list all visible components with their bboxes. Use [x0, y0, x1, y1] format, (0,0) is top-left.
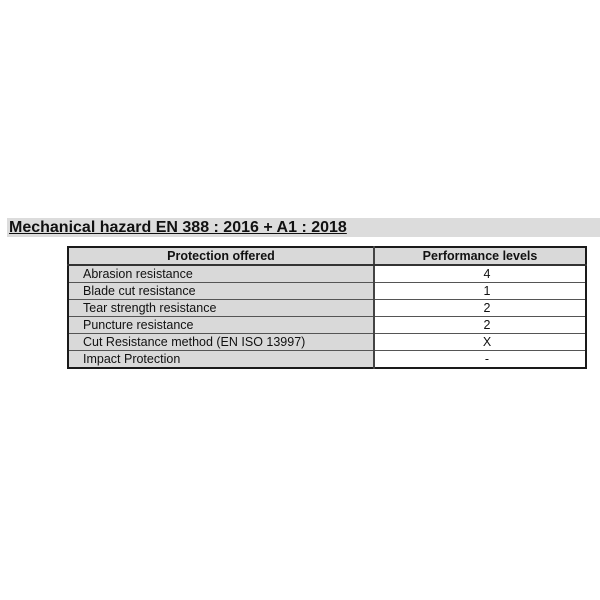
performance-value: X	[374, 334, 586, 351]
protection-label: Tear strength resistance	[68, 300, 374, 317]
performance-value: 2	[374, 317, 586, 334]
table-row	[68, 317, 586, 334]
performance-value: 4	[374, 265, 586, 283]
table-row	[68, 265, 586, 283]
protection-label: Impact Protection	[68, 351, 374, 369]
table-row	[68, 283, 586, 300]
table-row	[68, 351, 586, 369]
section-title: Mechanical hazard EN 388 : 2016 + A1 : 2018	[9, 219, 347, 236]
protection-label: Blade cut resistance	[68, 283, 374, 300]
protection-label: Cut Resistance method (EN ISO 13997)	[68, 334, 374, 351]
column-header-performance: Performance levels	[374, 247, 586, 265]
performance-value: -	[374, 351, 586, 369]
performance-value: 1	[374, 283, 586, 300]
table-row	[68, 334, 586, 351]
protection-label: Abrasion resistance	[68, 265, 374, 283]
table-header-row	[68, 247, 586, 265]
performance-value: 2	[374, 300, 586, 317]
column-header-protection: Protection offered	[68, 247, 374, 265]
table-row	[68, 300, 586, 317]
protection-label: Puncture resistance	[68, 317, 374, 334]
performance-table	[67, 246, 587, 369]
